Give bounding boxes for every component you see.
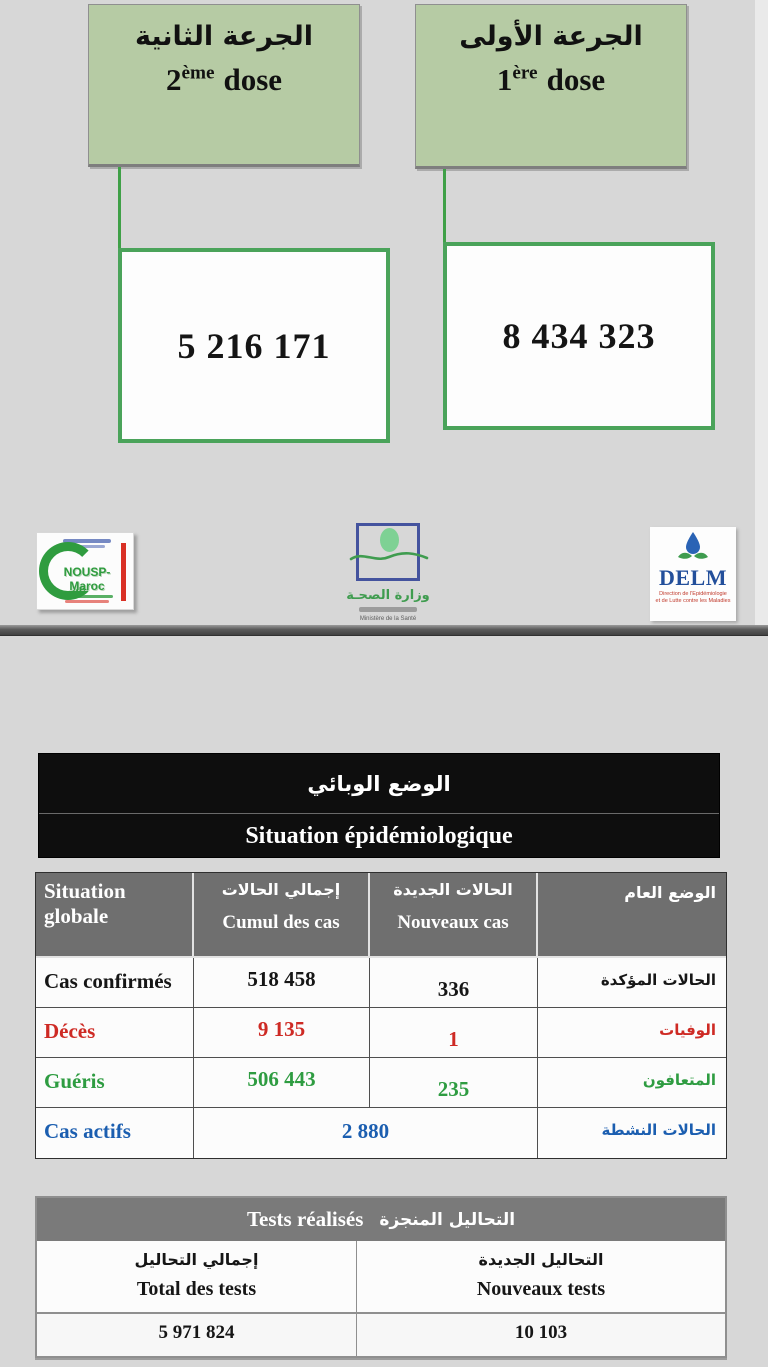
delm-subtitle: Direction de l'Epidémiologie <box>659 591 727 597</box>
delm-logo <box>650 527 736 621</box>
dose1-connector-line <box>443 169 446 243</box>
row-confirmed-label-arabic: الحالات المؤكدة <box>538 958 726 1008</box>
dose2-title-french: 2ème dose <box>165 62 283 97</box>
nousp-red-bar <box>121 543 126 601</box>
dose2-connector-line <box>118 167 121 249</box>
epidemio-title-block <box>38 753 720 858</box>
row-confirmed-new: 336 <box>370 958 538 1008</box>
nousp-logo <box>36 532 134 610</box>
dose2-count-box <box>118 248 390 443</box>
tests-title-arabic: التحاليل المنجزة <box>379 1209 516 1230</box>
row-active-label: Cas actifs <box>36 1108 194 1158</box>
epidemio-table <box>35 872 727 1159</box>
dose2-count: 5 216 171 <box>177 325 331 366</box>
dose1-count: 8 434 323 <box>502 316 656 356</box>
row-deaths-label: Décès <box>36 1008 194 1058</box>
dose1-title-arabic: الجرعة الأولى <box>459 21 643 52</box>
tests-new-value: 10 103 <box>357 1312 725 1356</box>
slide-divider <box>0 625 768 636</box>
moh-name-french: Ministère de la Santé <box>359 616 417 622</box>
dose1-title-french: 1ère dose <box>496 62 606 97</box>
row-confirmed-cumul: 518 458 <box>194 958 370 1008</box>
tests-total-header: إجمالي التحاليل Total des tests <box>37 1241 357 1312</box>
tests-total-value: 5 971 824 <box>37 1312 357 1356</box>
column-header-situation-globale: Situation globale <box>36 873 194 958</box>
row-confirmed-label: Cas confirmés <box>36 958 194 1008</box>
row-deaths-label-arabic: الوفيات <box>538 1008 726 1058</box>
row-recovered-cumul: 506 443 <box>194 1058 370 1108</box>
row-deaths-cumul: 9 135 <box>194 1008 370 1058</box>
delm-drop-icon <box>673 531 713 563</box>
row-active-label-arabic: الحالات النشطة <box>538 1108 726 1158</box>
moh-name-arabic: وزارة الصحـة <box>346 588 430 603</box>
column-header-nouveaux: الحالات الجديدة Nouveaux cas <box>370 873 538 958</box>
epidemio-title-arabic: الوضع الوبائي <box>307 771 451 796</box>
moh-frame-icon <box>356 523 420 581</box>
row-active-total: 2 880 <box>194 1108 538 1158</box>
column-header-situation-generale: الوضع العام <box>538 873 726 958</box>
nousp-wordmark: NOUSP-Maroc <box>63 565 111 593</box>
row-deaths-new: 1 <box>370 1008 538 1058</box>
column-header-cumul: إجمالي الحالات Cumul des cas <box>194 873 370 958</box>
dose1-count-box <box>443 242 715 430</box>
dose1-card <box>415 4 687 169</box>
nousp-small-text-line <box>61 595 113 598</box>
tests-new-header: التحاليل الجديدة Nouveaux tests <box>357 1241 725 1312</box>
tests-title-french: Tests réalisés <box>246 1207 364 1231</box>
row-recovered-label-arabic: المتعافون <box>538 1058 726 1108</box>
delm-subtitle: et de Lutte contre les Maladies <box>655 598 731 605</box>
tests-table <box>35 1196 727 1358</box>
epidemio-title-french: Situation épidémiologique <box>245 822 513 849</box>
row-recovered-new: 235 <box>370 1058 538 1108</box>
nousp-small-text-line <box>65 600 109 603</box>
dose2-title-arabic: الجرعة الثانية <box>135 21 313 52</box>
delm-wordmark: DELM <box>659 565 727 590</box>
dose2-card <box>88 4 360 167</box>
slide-edge <box>755 0 768 636</box>
row-recovered-label: Guéris <box>36 1058 194 1108</box>
moh-tifinagh-text-line <box>359 607 417 612</box>
ministry-health-logo <box>332 523 444 622</box>
moh-wave-icon <box>349 549 429 565</box>
tests-table-header <box>37 1198 725 1241</box>
